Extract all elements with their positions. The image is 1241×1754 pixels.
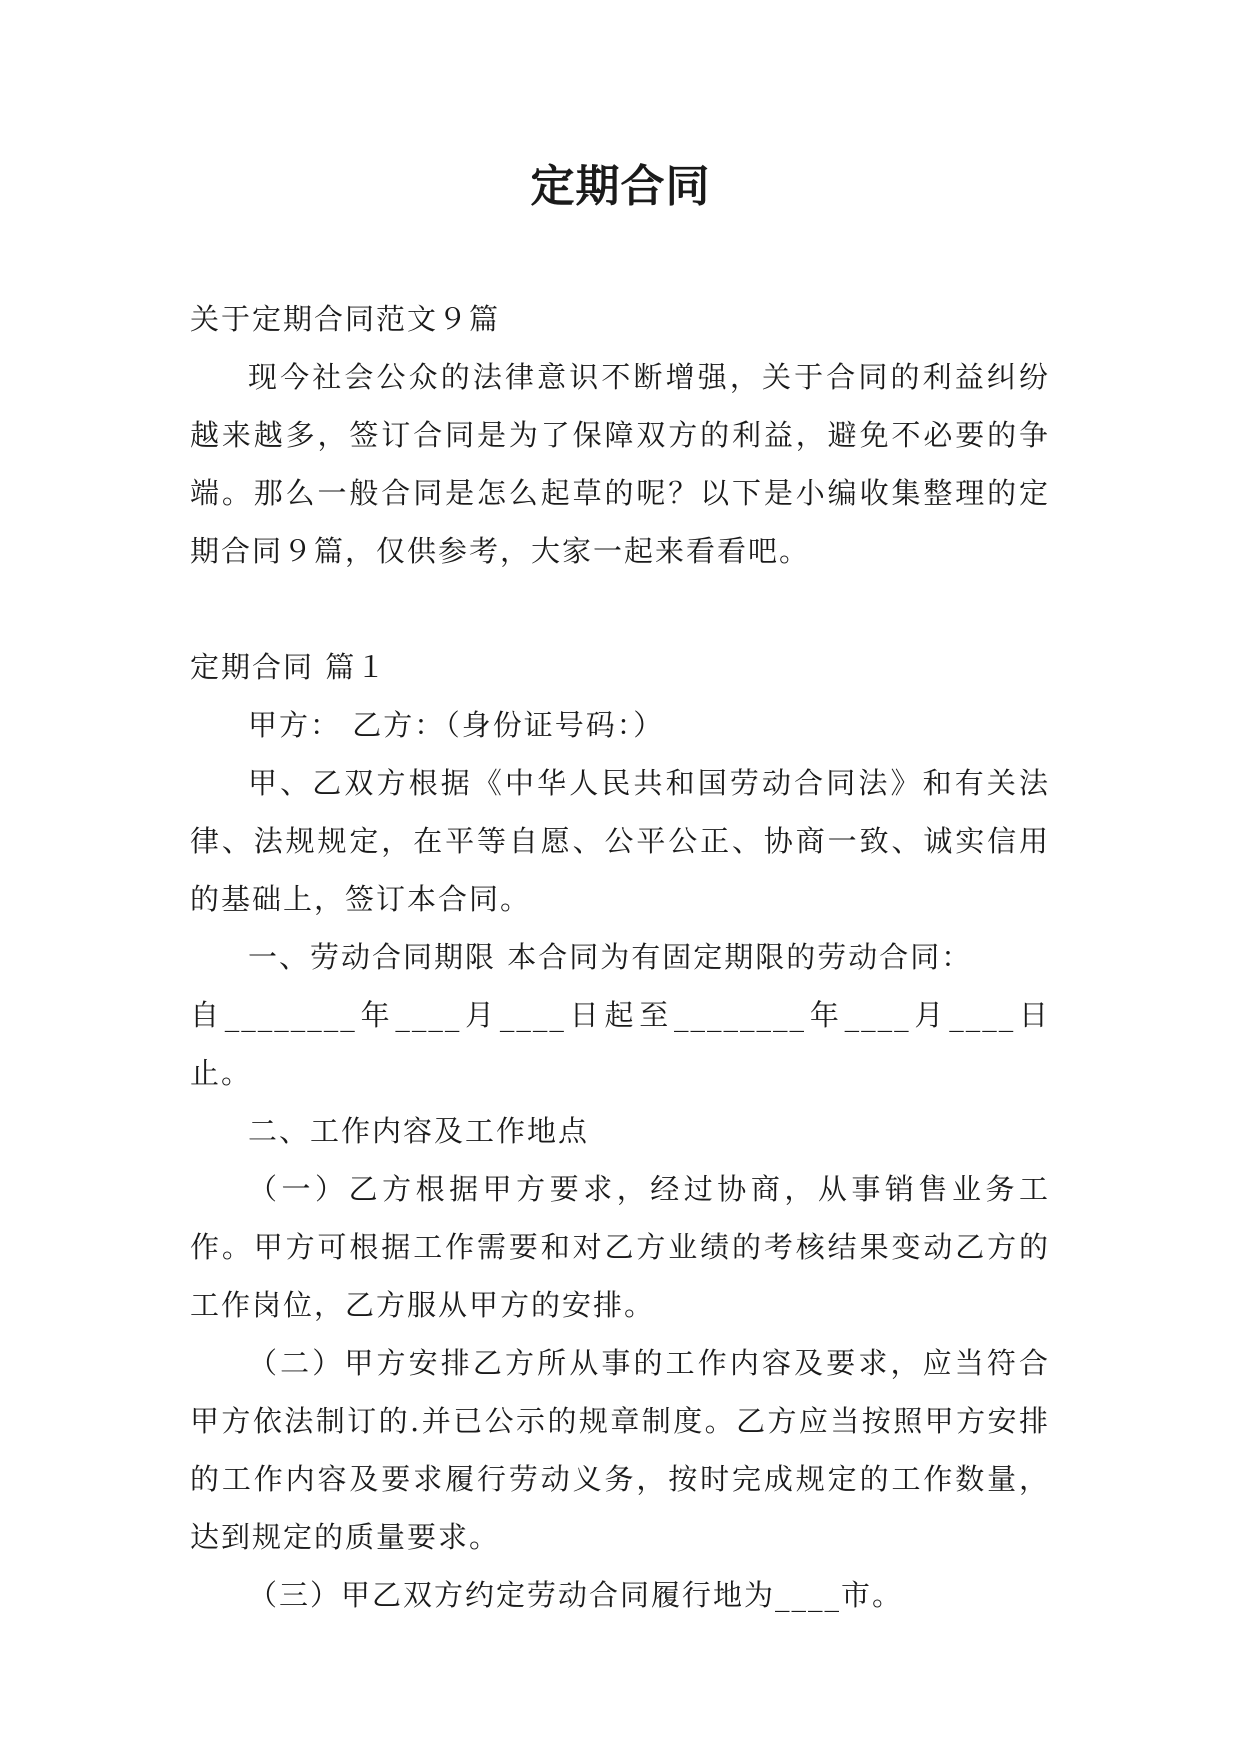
term-dates: 自________年____月____日起至________年____月____日止。 (190, 998, 1050, 1090)
section-heading: 定期合同 篇１ (190, 650, 388, 684)
work-item-3: （三）甲乙双方约定劳动合同履行地为____市。 (248, 1578, 904, 1612)
work-item-2: （二）甲方安排乙方所从事的工作内容及要求，应当符合甲方依法制订的.并已公示的规章制度。乙方应当按照甲方安排的工作内容及要求履行劳动义务，按时完成规定的工作数量，达到规定的质量要求。 (190, 1346, 1050, 1554)
paragraph-gap (190, 580, 1050, 638)
parties-line: 甲方： 乙方：（身份证号码：） (248, 708, 665, 742)
term-clause: 一、劳动合同期限 本合同为有固定期限的劳动合同： (248, 940, 973, 974)
document-body (190, 290, 1050, 1624)
document-subtitle: 关于定期合同范文９篇 (190, 302, 501, 336)
work-item-1: （一）乙方根据甲方要求，经过协商，从事销售业务工作。甲方可根据工作需要和对乙方业绩的考核结果变动乙方的工作岗位，乙方服从甲方的安排。 (190, 1172, 1050, 1322)
intro-paragraph: 现今社会公众的法律意识不断增强，关于合同的利益纠纷越来越多，签订合同是为了保障双方的利益，避免不必要的争端。那么一般合同是怎么起草的呢？以下是小编收集整理的定期合同９篇，仅供参考，大家一起来看看吧。 (190, 360, 1050, 568)
work-heading: 二、工作内容及工作地点 (248, 1114, 590, 1148)
basis-paragraph: 甲、乙双方根据《中华人民共和国劳动合同法》和有关法律、法规规定，在平等自愿、公平公正、协商一致、诚实信用的基础上，签订本合同。 (190, 766, 1050, 916)
document-title: 定期合同 (530, 161, 711, 212)
